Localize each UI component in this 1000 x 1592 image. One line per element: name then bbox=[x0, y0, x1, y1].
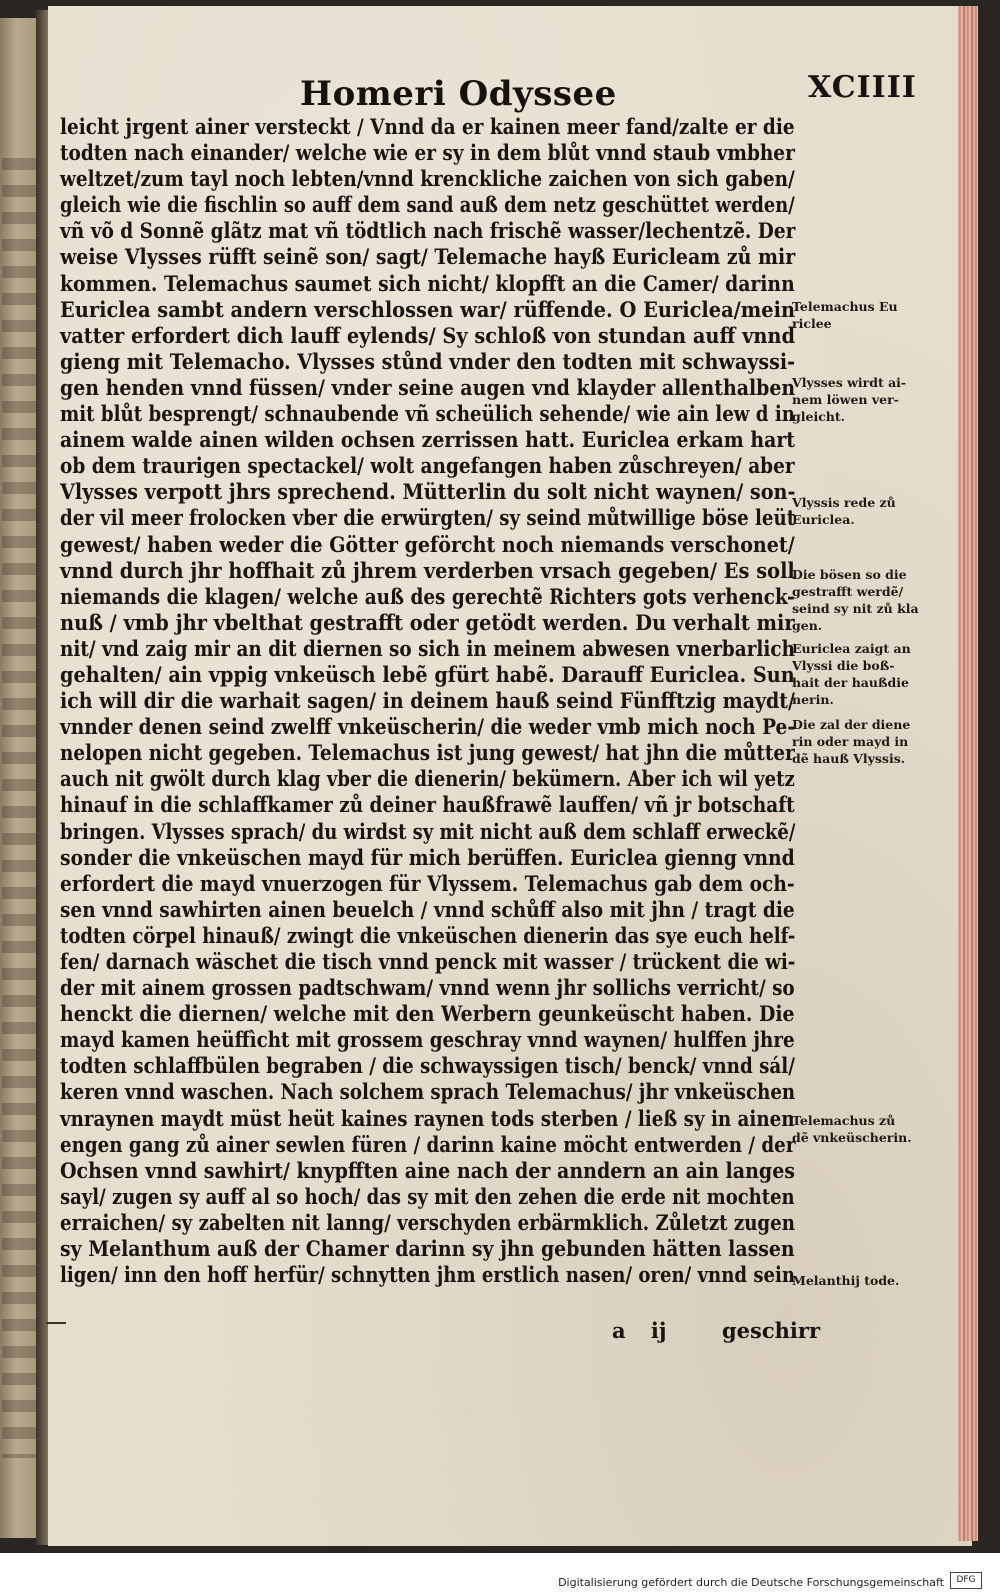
text-line: vñ võ d Sonnẽ glãtz mat vñ tödtlich nach frischẽ wasser/lechentzẽ. Der bbox=[60, 218, 796, 244]
running-title: Homeri Odyssee bbox=[300, 74, 617, 114]
marginal-note bbox=[792, 566, 932, 634]
marginal-note bbox=[792, 1112, 932, 1146]
margin-mark bbox=[46, 1322, 66, 1324]
text-line: gewest/ haben weder die Götter geförcht noch niemands verschonet/ bbox=[60, 531, 795, 557]
text-line: leicht jrgent ainer versteckt / Vnnd da er kainen meer fand/zalte er die bbox=[60, 114, 795, 139]
text-line: mit blůt besprengt/ schnaubende vñ scheülich sehende/ wie ain lew d in bbox=[60, 401, 796, 427]
folio-number: XCIIII bbox=[808, 70, 917, 105]
text-line: erraichen/ sy zabelten nit lanng/ verschyden erbärmklich. Zůletzt zugen bbox=[60, 1209, 795, 1235]
text-line: erfordert die mayd vnuerzogen für Vlyssem. Telemachus gab dem och- bbox=[60, 870, 795, 896]
marginal-note-line: nerin. bbox=[792, 692, 834, 707]
marginal-note-line: dẽ hauß Vlyssis. bbox=[792, 751, 906, 766]
marginal-note bbox=[792, 494, 932, 528]
text-line: todten schlaffbülen begraben / die schwayssigen tisch/ benck/ vnnd sál/ bbox=[60, 1053, 795, 1079]
text-line: ligen/ inn den hoff herfür/ schnytten jhm erstlich nasen/ oren/ vnnd sein bbox=[60, 1262, 796, 1288]
text-line: sy Melanthum auß der Chamer darinn sy jhn gebunden hätten lassen bbox=[60, 1236, 795, 1262]
marginal-note-line: seind sy nit zů kla bbox=[792, 601, 919, 616]
marginal-note-line: Die bösen so die bbox=[792, 567, 907, 582]
text-line: gleich wie die fischlin so auff dem sand auß dem netz geschüttet werden/ bbox=[60, 192, 795, 218]
text-line: henckt die diernen/ welche mit den Werbern geunkeüscht haben. Die bbox=[60, 1001, 795, 1027]
marginal-note bbox=[792, 1272, 932, 1289]
text-line: kommen. Telemachus saumet sich nicht/ klopfft an die Camer/ darinn bbox=[60, 270, 795, 296]
text-line: ainem walde ainen wilden ochsen zerrissen hatt. Euriclea erkam hart bbox=[60, 427, 796, 453]
previous-page-text-fragments bbox=[2, 158, 38, 1458]
funding-credit: Digitalisierung gefördert durch die Deutsche Forschungsgemeinschaft bbox=[558, 1576, 944, 1589]
text-line: gen henden vnnd füssen/ vnder seine augen vnd klayder allenthalben bbox=[60, 374, 796, 400]
marginal-note-line: gestrafft werdẽ/ bbox=[792, 584, 904, 599]
marginal-note-line: gen. bbox=[792, 618, 823, 633]
text-line: sayl/ zugen sy auff al so hoch/ das sy mit den zehen die erde nit mochten bbox=[60, 1183, 795, 1209]
marginal-note-line: nem löwen ver- bbox=[792, 392, 899, 407]
marginal-note bbox=[792, 298, 932, 332]
text-line: weltzet/zum tayl noch lebten/vnnd krenckliche zaichen von sich gaben/ bbox=[60, 166, 795, 192]
previous-page-sliver bbox=[0, 18, 40, 1538]
text-line: ob dem traurigen spectackel/ wolt angefangen haben zůschreyen/ aber bbox=[60, 453, 795, 479]
text-line: der vil meer frolocken vber die erwürgten/ sy seind můtwillige böse leüt bbox=[60, 505, 796, 531]
text-line: niemands die klagen/ welche auß des gerechtẽ Richters gots verhenck- bbox=[60, 583, 795, 609]
marginal-note-line: Vlyssis rede zů bbox=[792, 495, 896, 510]
marginal-note bbox=[792, 374, 932, 425]
catchword: geschirr bbox=[722, 1318, 821, 1343]
marginal-note-line: Vlyssi die boß- bbox=[792, 658, 895, 673]
text-line: vnnd durch jhr hoffhait zů jhrem verderben vrsach gegeben/ Es soll bbox=[60, 557, 795, 583]
text-line: vatter erfordert dich lauff eylends/ Sy schloß von stundan auff vnnd bbox=[60, 322, 796, 348]
marginal-note-line: Vlysses wirdt ai- bbox=[792, 375, 907, 390]
body-text bbox=[60, 114, 800, 1288]
page-edge bbox=[958, 6, 978, 1541]
marginal-note-line: Die zal der diene bbox=[792, 717, 911, 732]
marginal-note bbox=[792, 640, 932, 708]
text-line: gieng mit Telemacho. Vlysses stůnd vnder den todten mit schwayssi- bbox=[60, 348, 796, 374]
dfg-logo: DFG bbox=[950, 1572, 982, 1589]
text-line: hinauf in die schlaffkamer zů deiner haußfrawẽ lauffen/ vñ jr botschaft bbox=[60, 792, 795, 818]
marginal-note-line: rin oder mayd in bbox=[792, 734, 909, 749]
marginal-note-line: Melanthij tode. bbox=[792, 1273, 900, 1288]
text-line: ich will dir die warhait sagen/ in deinem hauß seind Fünfftzig maydt/ bbox=[60, 688, 795, 714]
text-line: Vlysses verpott jhrs sprechend. Mütterlin du solt nicht waynen/ son- bbox=[60, 479, 796, 505]
marginal-note-line: gleicht. bbox=[792, 409, 846, 424]
marginal-note-line: hait der haußdie bbox=[792, 675, 909, 690]
text-line: nuß / vmb jhr vbelthat gestrafft oder getödt werden. Du verhalt mir bbox=[60, 609, 795, 635]
marginal-note-line: riclee bbox=[792, 316, 832, 331]
text-line: Euriclea sambt andern verschlossen war/ rüffende. O Euriclea/mein bbox=[60, 296, 796, 322]
text-line: nelopen nicht gegeben. Telemachus ist jung gewest/ hat jhn die můtter bbox=[60, 740, 795, 766]
text-line: keren vnnd waschen. Nach solchem sprach Telemachus/ jhr vnkeüschen bbox=[60, 1079, 796, 1105]
marginal-note bbox=[792, 716, 932, 767]
text-line: gehalten/ ain vppig vnkeüsch lebẽ gfürt habẽ. Darauff Euriclea. Sun bbox=[60, 661, 795, 687]
text-line: engen gang zů ainer sewlen füren / darinn kaine möcht entwerden / der bbox=[60, 1131, 796, 1157]
text-line: todten nach einander/ welche wie er sy in dem blůt vnnd staub vmbher bbox=[60, 140, 795, 166]
marginal-note-line: Telemachus Eu bbox=[792, 299, 898, 314]
marginal-note-line: Telemachus zů bbox=[792, 1113, 896, 1128]
marginal-note-line: dẽ vnkeüscherin. bbox=[792, 1130, 912, 1145]
text-line: vnraynen maydt müst heüt kaines raynen tods sterben / ließ sy in ainen bbox=[60, 1105, 795, 1131]
text-line: der mit ainem grossen padtschwam/ vnnd wenn jhr sollichs verricht/ so bbox=[60, 975, 795, 1001]
text-line: mayd kamen heüffìcht mit grossem geschray vnnd waynen/ hulffen jhre bbox=[60, 1027, 795, 1053]
text-line: bringen. Vlysses sprach/ du wirdst sy mit nicht auß dem schlaff erweckẽ/ bbox=[60, 818, 796, 844]
signature-mark: a ij bbox=[612, 1318, 667, 1343]
text-line: sonder die vnkeüschen mayd für mich berüffen. Euriclea gienng vnnd bbox=[60, 844, 795, 870]
text-line: todten cörpel hinauß/ zwingt die vnkeüschen dienerin das sye euch helf- bbox=[60, 922, 796, 948]
text-line: fen/ darnach wäschet die tisch vnnd penck mit wasser / trückent die wi- bbox=[60, 949, 796, 974]
text-line: nit/ vnd zaig mir an dit diernen so sich in meinem abwesen vnerbarlich bbox=[60, 635, 795, 661]
marginal-note-line: Euriclea. bbox=[792, 512, 855, 527]
text-line: weise Vlysses rüfft seinẽ son/ sagt/ Telemache hayß Euricleam zů mir bbox=[60, 244, 796, 270]
text-line: sen vnnd sawhirten ainen beuelch / vnnd schůff also mit jhn / tragt die bbox=[60, 896, 795, 922]
marginal-note-line: Euriclea zaigt an bbox=[792, 641, 911, 656]
text-line: vnnder denen seind zwelff vnkeüscherin/ die weder vmb mich noch Pe- bbox=[60, 714, 796, 740]
text-line: auch nit gwölt durch klag vber die dienerin/ bekümern. Aber ich wil yetz bbox=[60, 766, 795, 792]
text-line: Ochsen vnnd sawhirt/ knypfften aine nach der anndern an ain langes bbox=[60, 1157, 796, 1183]
